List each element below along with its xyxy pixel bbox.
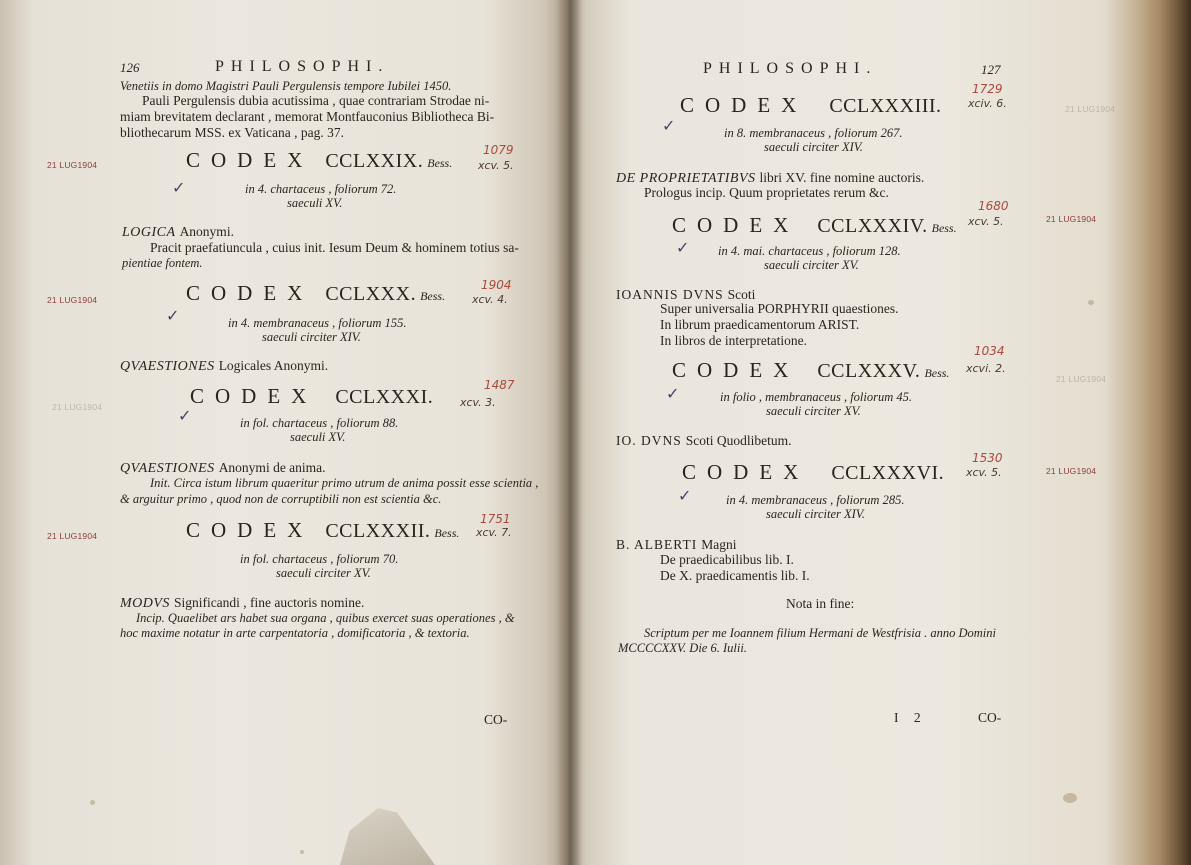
page-number-left: 126 xyxy=(120,60,140,75)
codex-word: CODEX xyxy=(682,460,810,484)
quodlibetum-heading xyxy=(616,432,792,450)
modus-line-2: hoc maxime notatur in arte carpentatoria , domificatoria , & textoria. xyxy=(120,626,470,640)
shelf-mark-annotation: xciv. 6. xyxy=(968,97,1007,110)
check-mark-icon: ✓ xyxy=(662,116,676,135)
modus-title: MODVS xyxy=(120,596,170,611)
modus-heading xyxy=(120,594,364,612)
codex-numeral: CCLXXXII. xyxy=(325,520,431,542)
codex-description: in folio , membranaceus , foliorum 45. xyxy=(720,390,913,404)
codex-numeral: CCLXXXI. xyxy=(335,386,434,408)
albertus-title-rest: Magni xyxy=(701,537,737,552)
logica-line-1: Pracit praefatiuncula , cuius init. Iesum Deum & hominem totius sa- xyxy=(150,240,519,255)
right-page xyxy=(568,0,1191,865)
logica-line-2: pientiae fontem. xyxy=(122,256,203,270)
library-stamp: 21 LUG1904 xyxy=(52,402,103,412)
foxing-spot xyxy=(300,850,304,854)
codex-description: in 4. membranaceus , foliorum 155. xyxy=(228,316,407,330)
codex-heading xyxy=(186,518,459,543)
running-head-left: PHILOSOPHI. xyxy=(215,58,390,75)
intro-para-line-2: miam brevitatem declarant , memorat Montfauconius Bibliotheca Bi- xyxy=(120,109,495,124)
library-stamp: 21 LUG1904 xyxy=(47,531,98,541)
codex-heading xyxy=(680,93,942,118)
scotus-line-3: In libros de interpretatione. xyxy=(660,333,807,348)
codex-word: CODEX xyxy=(672,358,800,382)
library-stamp: 21 LUG1904 xyxy=(1046,214,1097,224)
codex-word: CODEX xyxy=(186,281,314,305)
albertus-line-2: De X. praedicamentis lib. I. xyxy=(660,568,810,583)
albertus-line-1: De praedicabilibus lib. I. xyxy=(660,552,794,567)
quodlibetum-title-rest: Scoti Quodlibetum. xyxy=(685,433,792,448)
bessarion-mark: Bess. xyxy=(924,366,950,380)
quaestiones-line-2: & arguitur primo , quod non de corruptibili non est scientia &c. xyxy=(120,492,442,506)
shelf-mark-annotation: xcv. 5. xyxy=(968,215,1004,228)
foxing-spot xyxy=(90,800,95,805)
codex-numeral: CCLXXIX. xyxy=(325,150,424,172)
codex-numeral: CCLXXX. xyxy=(325,283,417,305)
proprietatibus-title-rest: libri XV. fine nomine auctoris. xyxy=(759,170,925,185)
old-number-annotation: 1904 xyxy=(481,278,512,292)
codex-century: saeculi circiter XIV. xyxy=(262,330,361,344)
left-page xyxy=(0,0,568,865)
bessarion-mark: Bess. xyxy=(931,221,957,235)
intro-para-line-3: bliothecarum MSS. ex Vaticana , pag. 37. xyxy=(120,125,344,140)
signature-mark: I 2 xyxy=(894,710,927,725)
quaestiones-line-1: Init. Circa istum librum quaeritur primo utrum de anima possit esse scientia , xyxy=(150,476,539,490)
shelf-mark-annotation: xcv. 4. xyxy=(472,293,508,306)
quaestiones-title: QVAESTIONES xyxy=(120,461,215,476)
codex-word: CODEX xyxy=(186,148,314,172)
catchword: CO- xyxy=(978,710,1002,725)
old-number-annotation: 1680 xyxy=(978,199,1009,213)
bessarion-mark: Bess. xyxy=(427,156,453,170)
shelf-mark-annotation: xcvi. 2. xyxy=(966,362,1006,375)
quaestiones-title: QVAESTIONES xyxy=(120,359,215,374)
codex-heading xyxy=(186,148,452,173)
codex-word: CODEX xyxy=(680,93,808,117)
codex-description: in 4. mai. chartaceus , foliorum 128. xyxy=(718,244,901,258)
intro-line: Venetiis in domo Magistri Pauli Pergulensis tempore Iubilei 1450. xyxy=(120,79,452,93)
check-mark-icon: ✓ xyxy=(676,238,690,257)
library-stamp: 21 LUG1904 xyxy=(1046,466,1097,476)
codex-heading xyxy=(186,281,445,306)
quaestiones-title-rest: Anonymi de anima. xyxy=(218,460,326,475)
scotus-line-2: In librum praedicamentorum ARIST. xyxy=(660,317,860,332)
bessarion-mark: Bess. xyxy=(434,526,460,540)
logica-heading xyxy=(122,223,234,241)
book-gutter xyxy=(556,0,582,865)
running-head-right: PHILOSOPHI. xyxy=(703,60,878,77)
codex-century: saeculi circiter XIV. xyxy=(764,140,863,154)
modus-title-rest: Significandi , fine auctoris nomine. xyxy=(173,595,365,610)
check-mark-icon: ✓ xyxy=(678,486,692,505)
check-mark-icon: ✓ xyxy=(166,306,180,325)
codex-heading xyxy=(682,460,944,485)
check-mark-icon: ✓ xyxy=(178,406,192,425)
modus-line-1: Incip. Quaelibet ars habet sua organa , quibus exercet suas operationes , & xyxy=(136,611,515,625)
quodlibetum-title: IO. DVNS xyxy=(616,433,682,448)
quaestiones-heading xyxy=(120,459,326,477)
codex-century: saeculi circiter XV. xyxy=(766,404,861,418)
check-mark-icon: ✓ xyxy=(666,384,680,403)
logica-title-rest: Anonymi. xyxy=(179,224,234,239)
shelf-mark-annotation: xcv. 3. xyxy=(460,396,496,409)
scotus-title: IOANNIS DVNS xyxy=(616,287,724,302)
scotus-title-rest: Scoti xyxy=(727,287,756,302)
codex-century: saeculi XV. xyxy=(287,196,343,210)
library-stamp: 21 LUG1904 xyxy=(1056,374,1107,384)
codex-numeral: CCLXXXIV. xyxy=(817,215,928,237)
library-stamp: 21 LUG1904 xyxy=(1065,104,1116,114)
old-number-annotation: 1079 xyxy=(483,143,514,157)
codex-description: in 4. chartaceus , foliorum 72. xyxy=(245,182,397,196)
codex-description: in fol. chartaceus , foliorum 88. xyxy=(240,416,399,430)
codex-word: CODEX xyxy=(190,384,318,408)
old-number-annotation: 1034 xyxy=(974,344,1005,358)
nota-line-1: Scriptum per me Ioannem filium Hermani de Westfrisia . anno Domini xyxy=(644,626,996,640)
codex-century: saeculi circiter XV. xyxy=(276,566,371,580)
logica-title: LOGICA xyxy=(122,225,176,240)
catchword: CO- xyxy=(484,712,508,727)
old-number-annotation: 1729 xyxy=(972,82,1003,96)
albertus-title: B. ALBERTI xyxy=(616,537,698,552)
codex-word: CODEX xyxy=(672,213,800,237)
codex-century: saeculi circiter XIV. xyxy=(766,507,865,521)
scotus-line-1: Super universalia PORPHYRII quaestiones. xyxy=(660,301,899,316)
bessarion-mark: Bess. xyxy=(420,289,446,303)
proprietatibus-line: Prologus incip. Quum proprietates rerum &c. xyxy=(644,185,889,200)
shelf-mark-annotation: xcv. 5. xyxy=(478,159,514,172)
library-stamp: 21 LUG1904 xyxy=(47,160,98,170)
old-number-annotation: 1530 xyxy=(972,451,1003,465)
codex-heading xyxy=(672,213,957,238)
shelf-mark-annotation: xcv. 7. xyxy=(476,526,512,539)
intro-para-line-1: Pauli Pergulensis dubia acutissima , quae contrariam Strodae ni- xyxy=(142,93,490,108)
nota-line-2: MCCCCXXV. Die 6. Iulii. xyxy=(618,641,747,655)
codex-description: in 4. membranaceus , foliorum 285. xyxy=(726,493,905,507)
codex-numeral: CCLXXXIII. xyxy=(829,95,942,117)
codex-description: in 8. membranaceus , foliorum 267. xyxy=(724,126,903,140)
codex-numeral: CCLXXXVI. xyxy=(831,462,945,484)
shelf-mark-annotation: xcv. 5. xyxy=(966,466,1002,479)
quaestiones-heading xyxy=(120,357,328,375)
quaestiones-title-rest: Logicales Anonymi. xyxy=(218,358,329,373)
foxing-spot xyxy=(1088,300,1094,305)
foxing-spot xyxy=(1063,793,1077,803)
codex-word: CODEX xyxy=(186,518,314,542)
page-number-right: 127 xyxy=(981,62,1001,77)
old-number-annotation: 1751 xyxy=(480,512,511,526)
codex-heading xyxy=(190,384,433,409)
codex-century: saeculi circiter XV. xyxy=(764,258,859,272)
codex-description: in fol. chartaceus , foliorum 70. xyxy=(240,552,399,566)
proprietatibus-title: DE PROPRIETATIBVS xyxy=(616,171,756,186)
library-stamp: 21 LUG1904 xyxy=(47,295,98,305)
codex-century: saeculi XV. xyxy=(290,430,346,444)
old-number-annotation: 1487 xyxy=(484,378,515,392)
check-mark-icon: ✓ xyxy=(172,178,186,197)
codex-heading xyxy=(672,358,949,383)
torn-corner xyxy=(340,808,435,865)
codex-numeral: CCLXXXV. xyxy=(817,360,921,382)
nota-heading: Nota in fine: xyxy=(786,596,855,611)
